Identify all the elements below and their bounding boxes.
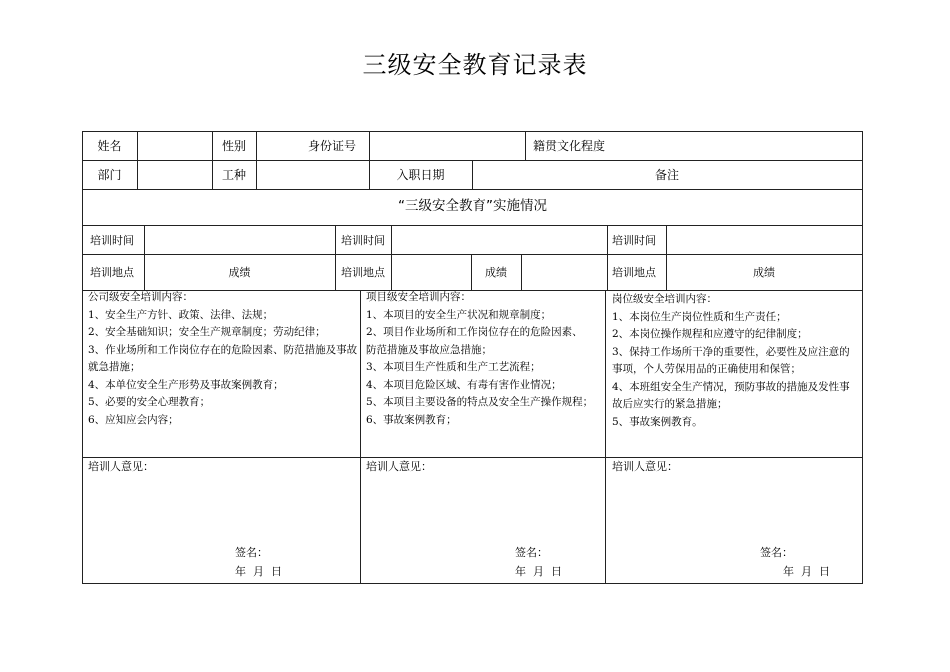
- project-trainer-opinion-label: 培训人意见：: [366, 460, 432, 473]
- table-rule: [137, 131, 138, 189]
- project-content-item: 4、本项目危险区域、有毒有害作业情况；: [366, 378, 562, 391]
- company-training-content: [88, 289, 358, 455]
- company-sign-date: 年 月 日: [235, 565, 282, 578]
- id-number-label: 身份证号: [308, 139, 357, 153]
- remark-label: 备注: [654, 168, 679, 182]
- project-training-content: [366, 289, 602, 455]
- project-sign-date: 年 月 日: [515, 565, 562, 578]
- project-score-label: 成绩: [485, 266, 507, 279]
- project-training-place-label: 培训地点: [341, 266, 385, 279]
- company-trainer-opinion-label: 培训人意见：: [88, 460, 154, 473]
- table-rule: [82, 225, 863, 226]
- table-rule: [82, 189, 863, 190]
- project-signature-label: 签名：: [515, 546, 548, 559]
- post-signature-label: 签名：: [760, 546, 793, 559]
- post-content-item: 5、事故案例教育。: [612, 415, 703, 428]
- company-score-label: 成绩: [228, 266, 251, 279]
- table-rule: [82, 254, 863, 255]
- company-content-item: 4、本单位安全生产形势及事故案例教育；: [88, 378, 284, 391]
- table-rule: [521, 254, 522, 290]
- post-content-item: 2、本岗位操作规程和应遵守的纪律制度；: [612, 328, 808, 340]
- name-label: 姓名: [97, 139, 122, 153]
- table-rule: [666, 225, 667, 290]
- post-sign-date: 年 月 日: [783, 565, 830, 578]
- post-content-item: 1、本岗位生产岗位性质和生产责任；: [612, 310, 787, 323]
- company-content-item: 6、应知应会内容；: [88, 413, 179, 426]
- form-title: 三级安全教育记录表: [362, 51, 588, 79]
- post-score-label: 成绩: [753, 266, 775, 279]
- company-content-item: 1、安全生产方针、政策、法律、法规；: [88, 308, 274, 321]
- post-content-title: 岗位级安全培训内容：: [612, 293, 717, 305]
- project-content-item: 1、本项目的安全生产状况和规章制度；: [366, 308, 552, 321]
- table-rule: [391, 225, 392, 290]
- post-training-place-label: 培训地点: [612, 266, 656, 279]
- native-education-label: 籍贯文化程度: [533, 139, 606, 153]
- post-training-content: [612, 291, 859, 455]
- post-content-item: 4、本班组安全生产情况，预防事故的措施及发性事故后应实行的紧急措施；: [612, 380, 850, 410]
- project-content-item: 2、项目作业场所和工作岗位存在的危险因素、: [366, 326, 583, 338]
- record-table: [82, 131, 863, 584]
- table-rule: [525, 131, 526, 160]
- section-heading: “三级安全教育”实施情况: [398, 198, 547, 214]
- table-border-bottom: [82, 583, 863, 584]
- company-training-time-label: 培训时间: [90, 234, 134, 247]
- project-content-item: 防范措施及事故应急措施；: [366, 343, 492, 356]
- table-rule: [335, 225, 336, 290]
- project-content-item: 5、本项目主要设备的特点及安全生产操作规程；: [366, 396, 594, 408]
- project-content-title: 项目级安全培训内容：: [366, 291, 471, 303]
- table-rule: [607, 225, 608, 290]
- company-signature-label: 签名：: [235, 546, 268, 559]
- work-type-label: 工种: [221, 168, 246, 182]
- table-rule: [605, 290, 606, 584]
- table-rule: [256, 131, 257, 189]
- project-content-item: 6、事故案例教育；: [366, 413, 457, 426]
- table-rule: [144, 225, 145, 290]
- entry-date-label: 入职日期: [396, 168, 445, 182]
- company-content-item: 5、必要的安全心理教育；: [88, 396, 211, 408]
- table-rule: [360, 290, 361, 584]
- post-content-item: 3、保持工作场所干净的重要性，必要性及应注意的事项，个人劳保用品的正确使用和保管；: [612, 345, 850, 375]
- department-label: 部门: [97, 168, 122, 182]
- post-trainer-opinion-label: 培训人意见：: [612, 460, 678, 473]
- project-training-time-label: 培训时间: [341, 234, 385, 247]
- company-content-title: 公司级安全培训内容：: [88, 291, 193, 303]
- company-content-item: 2、安全基础知识；安全生产规章制度；劳动纪律；: [88, 326, 326, 338]
- project-content-item: 3、本项目生产性质和生产工艺流程；: [366, 361, 541, 373]
- table-border-top: [82, 131, 863, 132]
- company-training-place-label: 培训地点: [90, 266, 134, 279]
- company-content-item: 3、作业场所和工作岗位存在的危险因素、防范措施及事故就急措施；: [88, 343, 358, 373]
- post-training-time-label: 培训时间: [612, 234, 656, 247]
- table-rule: [82, 457, 863, 458]
- gender-label: 性别: [221, 139, 246, 153]
